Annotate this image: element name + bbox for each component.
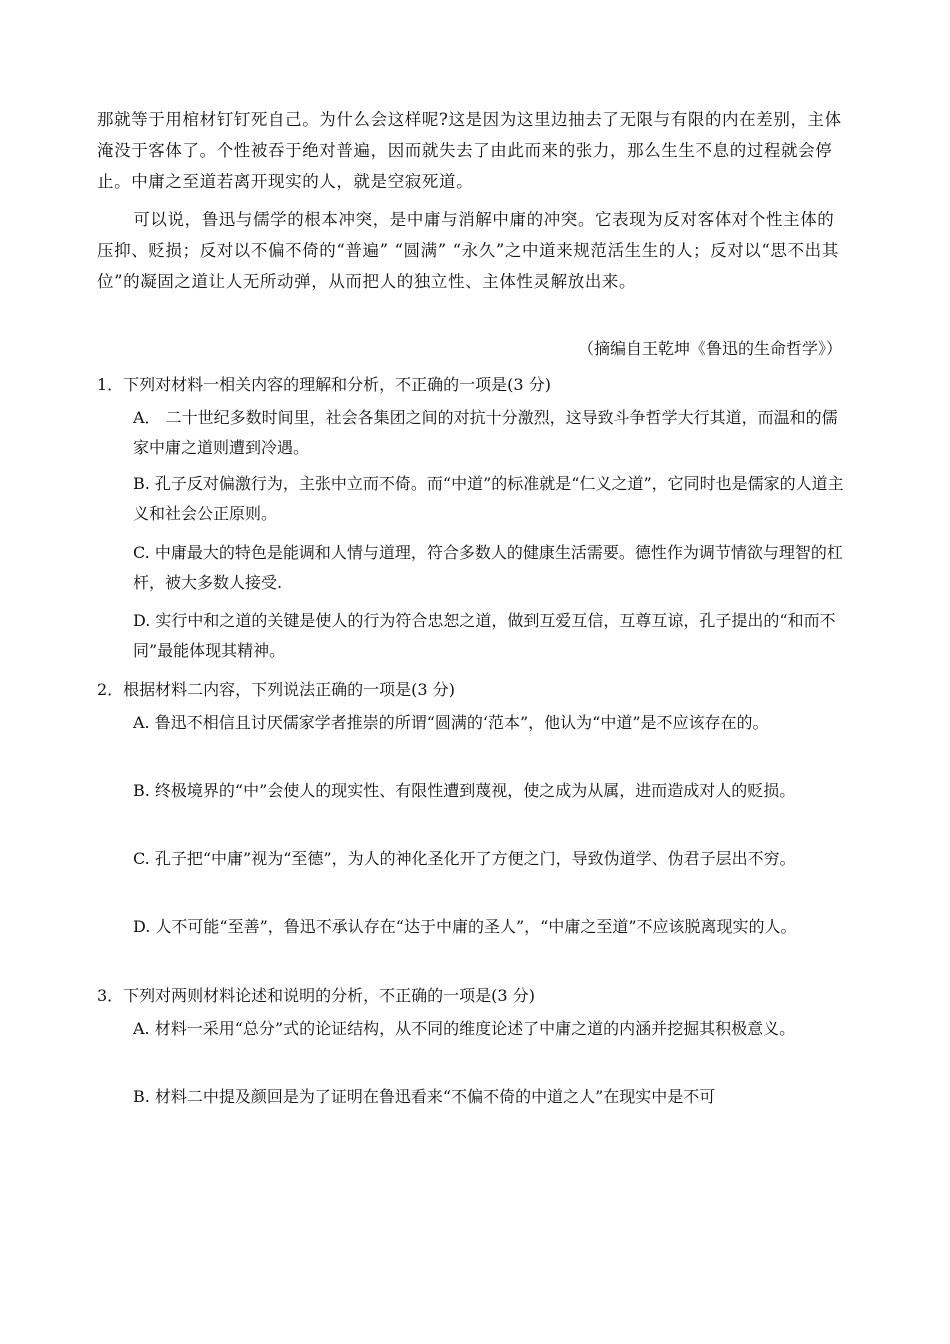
option-a: A. 材料一采用“总分”式的论证结构，从不同的维度论述了中庸之道的内涵并挖掘其积极意义。 <box>133 1019 796 1038</box>
option-b: B. 材料二中提及颜回是为了证明在鲁迅看来“不偏不倚的中道之人”在现实中是不可 <box>133 1087 716 1106</box>
question-stem: 3．下列对两则材料论述和说明的分析，不正确的一项是(3 分) <box>97 986 535 1005</box>
option-b: B. 终极境界的“中”会使人的现实性、有限性遭到蔑视，使之成为从属，进而造成对人的贬损。 <box>133 781 796 800</box>
option-d: D. 实行中和之道的关键是使人的行为符合忠恕之道，做到互爱互信，互尊互谅，孔子提出的“和而不同”最能体现其精神。 <box>133 611 836 660</box>
passage-paragraph-1: 那就等于用棺材钉钉死自己。为什么会这样呢?这是因为这里边抽去了无限与有限的内在差别，主体淹没于客体了。个性被吞于绝对普遍，因而就失去了由此而来的张力，那么生生不息的过程就会停止。中庸之至道若离开现实的人，就是空寂死道。 <box>97 110 842 191</box>
option-c: C. 中庸最大的特色是能调和人情与道理，符合多数人的健康生活需要。德性作为调节情欲与理智的杠杆，被大多数人接受. <box>133 543 843 592</box>
option-d: D. 人不可能“至善”，鲁迅不承认存在“达于中庸的圣人”，“中庸之至道”不应该脱离现实的人。 <box>133 917 797 936</box>
question-stem: 1．下列对材料一相关内容的理解和分析，不正确的一项是(3 分) <box>97 375 551 394</box>
passage-paragraph-2: 可以说，鲁迅与儒学的根本冲突，是中庸与消解中庸的冲突。它表现为反对客体对个性主体的压抑、贬损；反对以不偏不倚的“普遍” “圆满” “永久”之中道来规范活生生的人；反对以“思不出其位”的凝固之道让人无所动弹，从而把人的独立性、主体性灵解放出来。 <box>97 210 839 291</box>
option-a: A． 二十世纪多数时间里，社会各集团之间的对抗十分激烈，这导致斗争哲学大行其道，而温和的儒家中庸之道则遭到冷遇。 <box>133 408 838 457</box>
option-b: B. 孔子反对偏激行为，主张中立而不倚。而“中道”的标准就是“仁义之道”，它同时也是儒家的人道主义和社会公正原则。 <box>133 474 844 523</box>
question-stem: 2．根据材料二内容，下列说法正确的一项是(3 分) <box>97 680 455 699</box>
option-c: C. 孔子把“中庸”视为“至德”，为人的神化圣化开了方便之门，导致伪道学、伪君子层出不穷。 <box>133 849 796 868</box>
passage-source: （摘编自王乾坤《鲁迅的生命哲学》） <box>577 339 842 358</box>
option-a: A. 鲁迅不相信且讨厌儒家学者推崇的所谓“圆满的‘范本”，他认为“中道”是不应该存在的。 <box>133 713 769 732</box>
